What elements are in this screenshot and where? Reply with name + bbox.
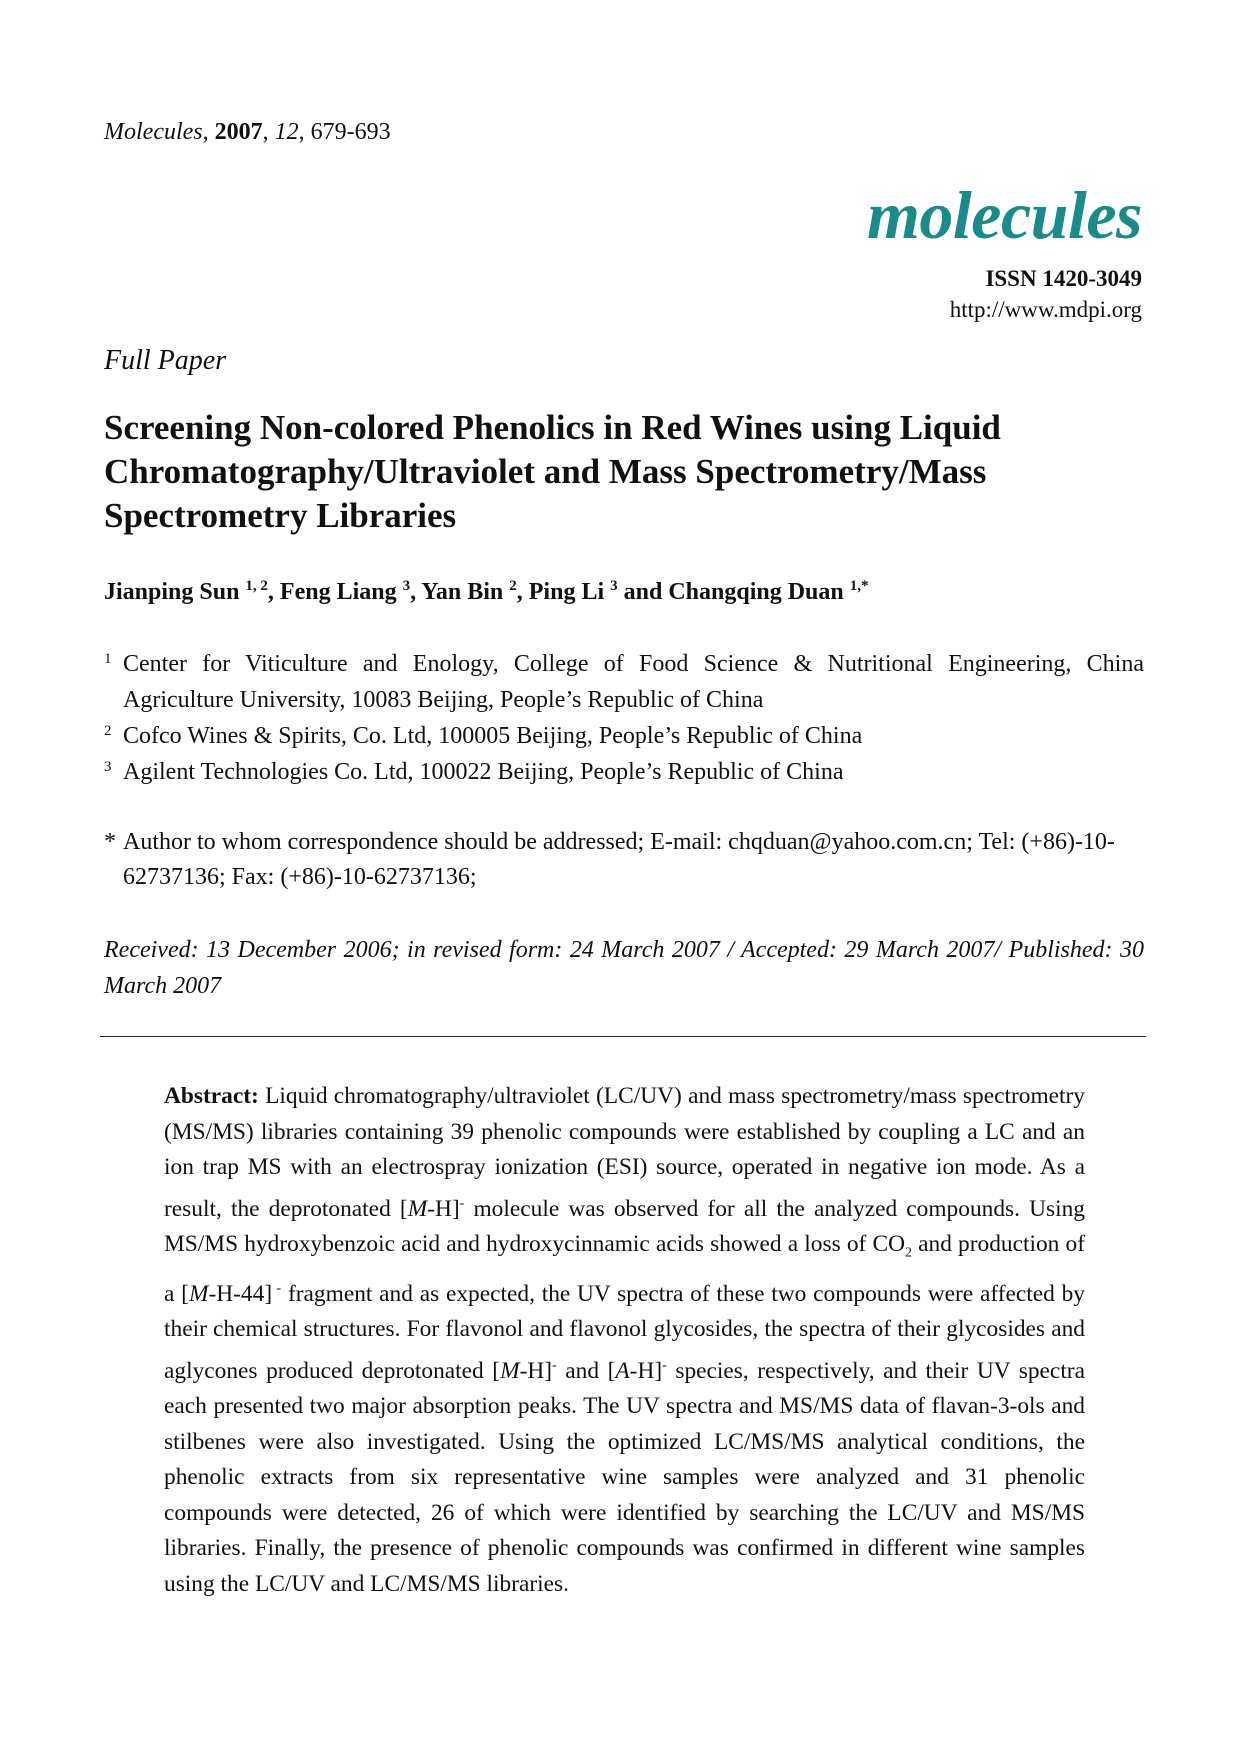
- paper-type: Full Paper: [104, 345, 227, 376]
- correspondence-text: Author to whom correspondence should be addressed; E-mail: chqduan@yahoo.com.cn; Tel: (+86)-10-62737136; Fax: (+86)-10-62737136;: [123, 829, 1115, 890]
- affiliation-item: 2 Cofco Wines & Spirits, Co. Ltd, 100005 Beijing, People’s Republic of China: [104, 723, 863, 749]
- corresponding-star: *: [104, 829, 116, 855]
- author: Ping Li $^3$ and: [528, 578, 669, 605]
- journal-year: 2007: [214, 119, 263, 145]
- author: Jianping Sun $^{1, 2}$,: [104, 578, 280, 605]
- journal-pages: , 679-693: [298, 119, 391, 145]
- correspondence-note: [104, 825, 1144, 895]
- journal-logo: molecules: [866, 177, 1142, 253]
- journal-url[interactable]: http://www.mdpi.org: [949, 297, 1142, 322]
- journal-volume: 12: [274, 119, 299, 145]
- divider: [100, 1036, 1146, 1037]
- journal-name: Molecules,: [104, 119, 209, 145]
- abstract-label: Abstract:: [164, 1083, 259, 1109]
- affiliations: [104, 646, 1144, 790]
- author: Feng Liang $^3$,: [279, 578, 422, 605]
- affiliation-item: 1 Center for Viticulture and Enology, College of Food Science & Nutritional Engineering, China Agriculture University, 10083 Beijing, People’s Republic of China: [104, 651, 1144, 713]
- paper-title: Screening Non-colored Phenolics in Red Wines using Liquid Chromatography/Ultraviolet and Mass Spectrometry/Mass Spectrometry Libraries: [104, 408, 1001, 535]
- author: Yan Bin $^2$,: [421, 578, 529, 605]
- author: Changqing Duan $^{1,*}$: [668, 578, 869, 605]
- publication-dates: Received: 13 December 2006; in revised form: 24 March 2007 / Accepted: 29 March 2007/ Published: 30 March 2007: [104, 937, 1144, 999]
- issn: ISSN 1420-3049: [985, 266, 1142, 291]
- affiliation-item: 3 Agilent Technologies Co. Ltd, 100022 Beijing, People’s Republic of China: [104, 759, 844, 785]
- author-list: [104, 578, 869, 606]
- abstract: Abstract: Liquid chromatography/ultraviolet (LC/UV) and mass spectrometry/mass spectrometry (MS/MS) libraries containing 39 phenolic compounds were established by coupling a LC and an ion trap MS with an electrospray ionization (ESI) source, operated in negative ion mode. As a result, the deprotonated [M-H]- molecule was observed for all the analyzed compounds. Using MS/MS hydroxybenzoic acid and hydroxycinnamic acids showed a loss of $CO_2$ and production of a [M-H-44] - fragment and as expected, the UV spectra of these two compounds were affected by their chemical structures. For flavonol and flavonol glycosides, the spectra of their glycosides and aglycones produced deprotonated [M-H]- and [A-H]- species, respectively, and their UV spectra each presented two major absorption peaks. The UV spectra and MS/MS data of flavan-3-ols and stilbenes were also investigated. Using the optimized LC/MS/MS analytical conditions, the phenolic extracts from six representative wine samples were analyzed and 31 phenolic compounds were detected, 26 of which were identified by searching the LC/UV and MS/MS libraries. Finally, the presence of phenolic compounds was confirmed in different wine samples using the LC/UV and LC/MS/MS libraries.: [164, 1083, 1086, 1597]
- citation: Molecules, 2007, 12, 679-693: [104, 119, 391, 145]
